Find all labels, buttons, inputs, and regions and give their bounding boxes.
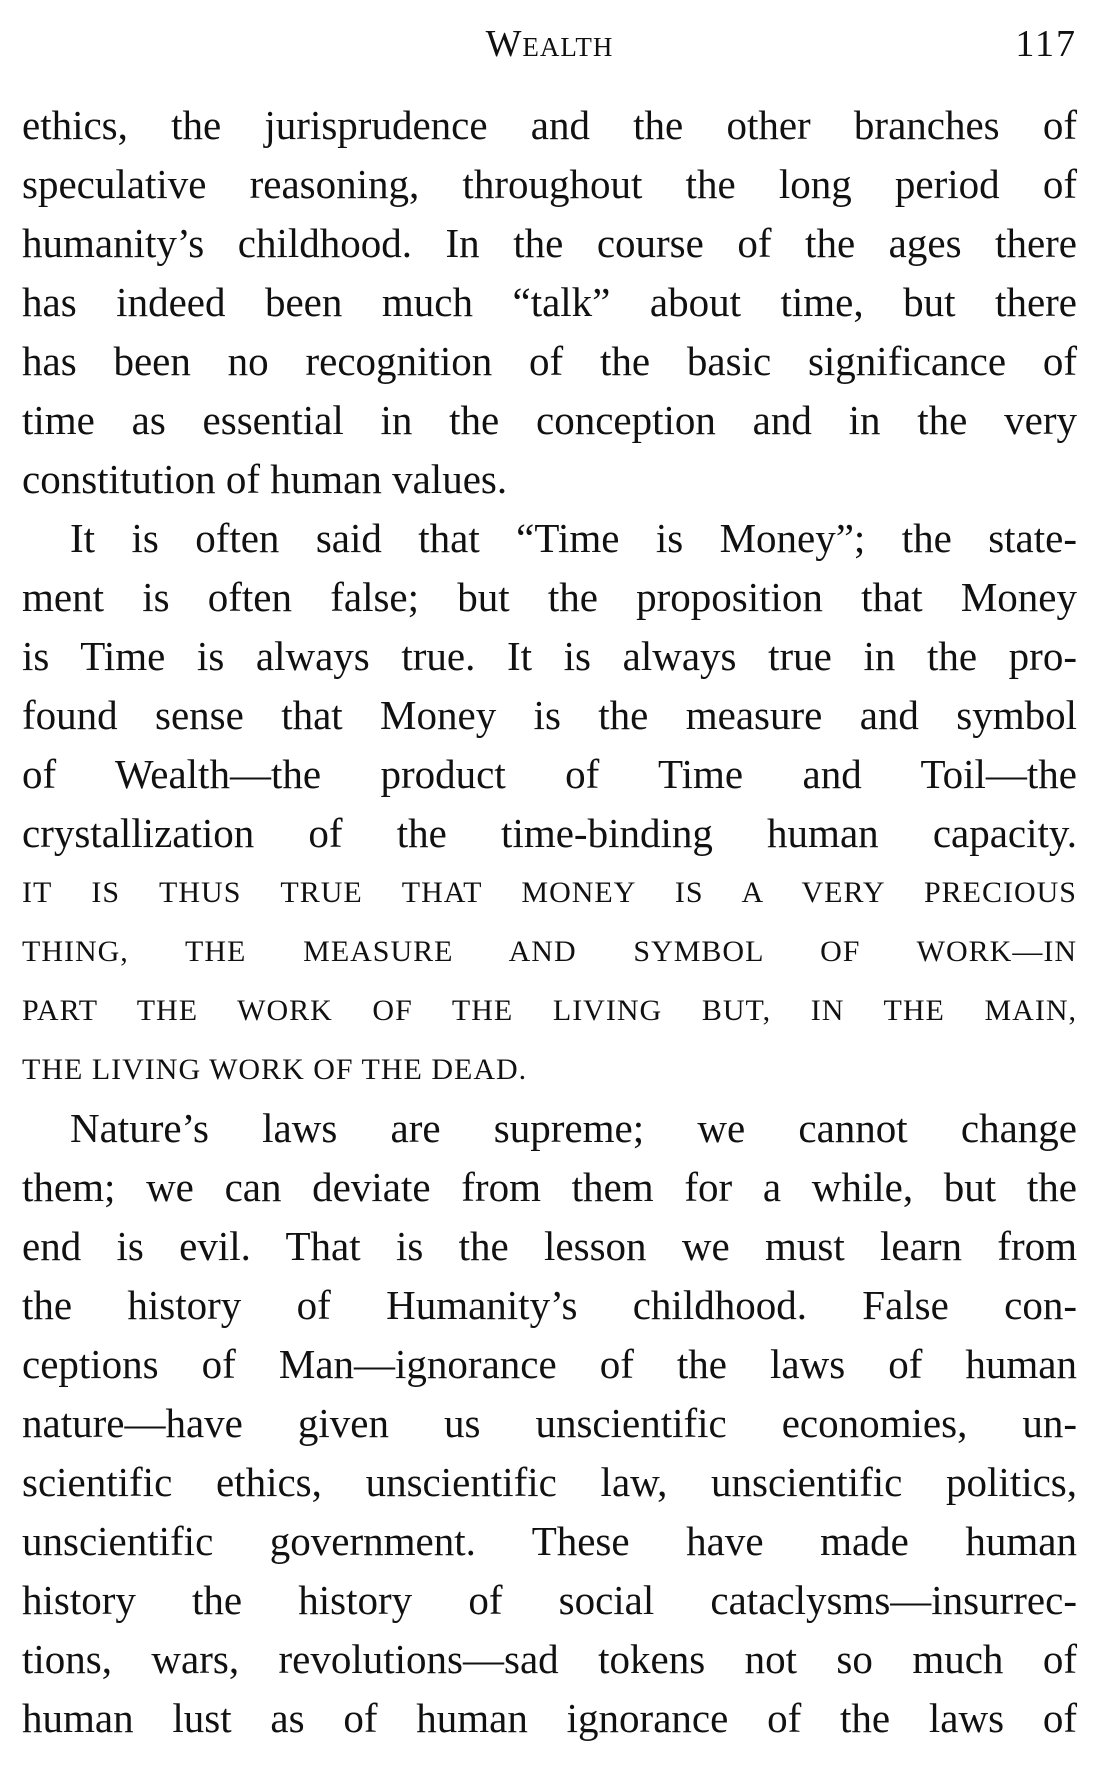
- text-line: has indeed been much “talk” about time, but there: [22, 279, 1077, 325]
- text-line: constitution of human values.: [22, 456, 508, 502]
- text-line: Nature’s laws are supreme; we cannot change: [70, 1105, 1077, 1151]
- text-line: speculative reasoning, throughout the long period of: [22, 161, 1077, 207]
- text-line: unscientific government. These have made human: [22, 1518, 1077, 1564]
- text-line: the history of Humanity’s childhood. False con-: [22, 1282, 1077, 1328]
- text-line: scientific ethics, unscientific law, unscientific politics,: [22, 1459, 1077, 1505]
- text-line: tions, wars, revolutions—sad tokens not so much of: [22, 1636, 1077, 1682]
- text-line: ceptions of Man—ignorance of the laws of human: [22, 1341, 1077, 1387]
- text-line: is Time is always true. It is always true in the pro-: [22, 633, 1077, 679]
- text-line: time as essential in the conception and in the very: [22, 397, 1077, 443]
- small-caps-line: THING, THE MEASURE AND SYMBOL OF WORK—IN: [22, 935, 1077, 968]
- text-line: found sense that Money is the measure and symbol: [22, 692, 1077, 738]
- running-title: Wealth: [485, 23, 614, 65]
- text-line: ment is often false; but the proposition that Money: [22, 574, 1077, 620]
- paragraph-3: [22, 1099, 1077, 1748]
- text-line: ethics, the jurisprudence and the other branches of: [22, 102, 1077, 148]
- text-line: them; we can deviate from them for a while, but the: [22, 1164, 1077, 1210]
- paragraph-2: [22, 509, 1077, 1099]
- text-line: humanity’s childhood. In the course of the ages there: [22, 220, 1077, 266]
- text-line: has been no recognition of the basic significance of: [22, 338, 1077, 384]
- paragraph-1: [22, 96, 1077, 509]
- text-line: of Wealth—the product of Time and Toil—the: [22, 751, 1077, 797]
- text-line: end is evil. That is the lesson we must learn from: [22, 1223, 1077, 1269]
- small-caps-line: PART THE WORK OF THE LIVING BUT, IN THE MAIN,: [22, 994, 1077, 1027]
- text-line: nature—have given us unscientific economies, un-: [22, 1400, 1077, 1446]
- text-line: history the history of social cataclysms—insurrec-: [22, 1577, 1077, 1623]
- small-caps-line: IT IS THUS TRUE THAT MONEY IS A VERY PRECIOUS: [22, 876, 1077, 909]
- text-line: human lust as of human ignorance of the laws of: [22, 1695, 1077, 1741]
- text-line: crystallization of the time-binding human capacity.: [22, 810, 1077, 856]
- text-line: It is often said that “Time is Money”; the state-: [70, 515, 1077, 561]
- running-header: [22, 0, 1077, 96]
- page-number: 117: [1015, 23, 1077, 65]
- small-caps-line: THE LIVING WORK OF THE DEAD.: [22, 1053, 528, 1086]
- book-page: [22, 0, 1077, 1748]
